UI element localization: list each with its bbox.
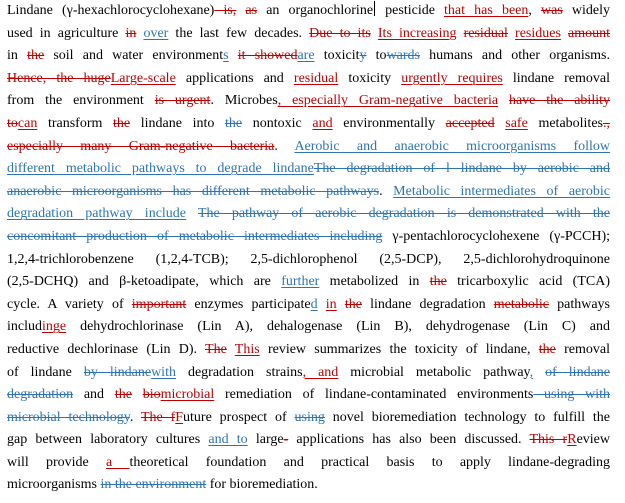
document-body[interactable] xyxy=(7,0,610,497)
plain-text xyxy=(318,297,326,312)
deleted-text: the xyxy=(113,115,131,131)
text-line xyxy=(7,294,610,317)
inserted-text: This xyxy=(234,341,260,357)
plain-text: soil and water environment xyxy=(44,48,224,64)
deleted-text: The pathway of aerobic degradation is demonstrated with the xyxy=(197,206,611,222)
plain-text: to xyxy=(366,48,387,64)
plain-text: removal xyxy=(555,341,610,357)
plain-text: applications has also been discussed. xyxy=(288,432,530,448)
inserted-text: residual xyxy=(293,70,339,86)
plain-text: will provide xyxy=(7,454,106,470)
inserted-text: Its increasing xyxy=(377,25,457,41)
deleted-text: important xyxy=(131,296,187,312)
deleted-text: in the environment xyxy=(100,477,207,493)
text-line xyxy=(7,203,610,226)
deleted-text: was xyxy=(541,3,563,18)
inserted-text: Aerobic and anaerobic microorganisms follow xyxy=(294,138,611,154)
inserted-text: and to xyxy=(208,432,248,448)
deleted-text: degradation xyxy=(7,387,74,403)
plain-text: nontoxic xyxy=(242,115,313,131)
deleted-text: The xyxy=(205,341,227,357)
deleted-text: the xyxy=(538,341,556,357)
deleted-text: to xyxy=(7,115,18,131)
inserted-text: can xyxy=(17,115,38,131)
text-line xyxy=(7,271,610,294)
inserted-text: are xyxy=(297,48,315,64)
deleted-text: using with xyxy=(533,387,611,403)
plain-text: lindane into xyxy=(130,115,226,131)
plain-text: humans and other organisms. xyxy=(420,48,610,64)
plain-text xyxy=(508,26,515,41)
plain-text: . Microbes xyxy=(210,93,278,109)
text-line xyxy=(7,407,610,430)
deleted-text: accepted xyxy=(445,115,495,131)
inserted-text: d xyxy=(310,296,318,312)
plain-text: eview xyxy=(576,432,610,448)
deleted-text: the xyxy=(27,48,45,64)
plain-text: tricarboxylic acid (TCA) xyxy=(446,274,611,290)
text-line xyxy=(7,113,610,136)
text-line xyxy=(7,339,610,362)
inserted-text: , and xyxy=(302,364,339,380)
deleted-text: The degradation of l lindane by aerobic and xyxy=(313,161,611,177)
deleted-text: metabolic xyxy=(493,296,549,312)
inserted-text: Metabolic intermediates of aerobic xyxy=(393,183,611,199)
inserted-text: and xyxy=(312,115,333,131)
inserted-text: different metabolic pathways to degrade lindane xyxy=(7,161,314,177)
plain-text: lindane removal xyxy=(502,70,611,86)
plain-text xyxy=(227,342,235,357)
deleted-text: of lindane xyxy=(545,364,611,380)
plain-text: , xyxy=(528,3,541,18)
plain-text: (2,5-DCHQ) and β-ketoadipate, which are xyxy=(7,274,282,290)
plain-text: transform xyxy=(37,115,114,131)
plain-text: lindane degradation xyxy=(361,296,494,312)
deleted-text: it showed xyxy=(237,48,298,64)
inserted-text: Large-scale xyxy=(110,70,176,86)
plain-text: in xyxy=(7,48,28,64)
plain-text: toxicity xyxy=(338,70,402,86)
plain-text: dehydrochlorinase (Lin A), dehalogenase (Lin B), dehydrogenase (Lin C) and xyxy=(66,319,610,335)
plain-text: . xyxy=(129,409,141,425)
text-cursor xyxy=(374,1,375,16)
text-line xyxy=(7,474,610,497)
plain-text xyxy=(186,206,198,221)
deleted-text: is urgent xyxy=(154,93,211,109)
deleted-text: concomitant production of metabolic intermediates including xyxy=(7,228,383,244)
text-line xyxy=(7,384,610,407)
inserted-text: s xyxy=(223,48,229,64)
plain-text xyxy=(457,26,464,41)
plain-text: widely xyxy=(562,3,611,18)
plain-text: theoretical foundation and practical basis to apply lindane-degrading xyxy=(129,454,611,470)
plain-text: cycle. A variety of xyxy=(7,296,132,312)
plain-text: pesticide xyxy=(376,3,445,18)
inserted-text: R xyxy=(567,432,577,448)
text-line xyxy=(7,136,610,159)
plain-text xyxy=(229,48,238,63)
text-line xyxy=(7,158,610,181)
deleted-text: by lindane xyxy=(83,364,152,380)
text-line xyxy=(7,249,610,272)
plain-text: remediation of lindane-contaminated environments xyxy=(214,387,534,403)
plain-text xyxy=(495,116,506,131)
deleted-text: residual xyxy=(463,25,508,41)
plain-text: gap between laboratory cultures xyxy=(7,432,209,448)
text-line xyxy=(7,181,610,204)
text-line xyxy=(7,68,610,91)
deleted-text: wards xyxy=(386,48,420,64)
inserted-text: over xyxy=(143,25,169,41)
deleted-text: Hence, the huge xyxy=(7,70,111,86)
plain-text: microorganisms xyxy=(7,477,101,493)
text-line xyxy=(7,0,610,23)
plain-text: of lindane xyxy=(7,364,84,380)
text-line xyxy=(7,226,610,249)
plain-text xyxy=(337,297,345,312)
deleted-text: the xyxy=(344,296,362,312)
deleted-text: using xyxy=(294,409,325,425)
deleted-text: y xyxy=(359,48,367,64)
plain-text: 1,2,4-trichlorobenzene (1,2,4-TCB); 2,5-dichlorophenol (2,5-DCP), 2,5-dichlorohydroquinone xyxy=(7,251,610,267)
deleted-text: is, xyxy=(214,3,237,18)
plain-text: pathways xyxy=(548,296,611,312)
deleted-text: This r xyxy=(529,432,568,448)
inserted-text: F xyxy=(175,409,184,425)
text-line xyxy=(7,429,610,452)
deleted-text: in xyxy=(125,25,137,41)
inserted-text: in xyxy=(325,296,337,312)
plain-text: novel bioremediation technology to fulfill the xyxy=(324,409,611,425)
inserted-text: residues xyxy=(515,25,561,41)
text-line xyxy=(7,90,610,113)
deleted-text: amount xyxy=(568,25,611,41)
inserted-text: with xyxy=(151,364,176,380)
deleted-text: ., xyxy=(602,115,610,131)
plain-text: γ-pentachlorocyclohexene (γ-PCCH); xyxy=(382,228,610,244)
deleted-text: the xyxy=(429,274,447,290)
plain-text: toxicit xyxy=(314,48,360,64)
plain-text: . xyxy=(274,138,295,154)
plain-text xyxy=(371,26,378,41)
plain-text: microbial metabolic pathway xyxy=(338,364,530,380)
deleted-text: the xyxy=(114,387,132,403)
text-line xyxy=(7,23,610,46)
text-line xyxy=(7,362,610,385)
deleted-text: the xyxy=(225,115,243,131)
plain-text: for bioremediation. xyxy=(206,477,318,493)
plain-text: environmentally xyxy=(332,115,446,131)
plain-text: Lindane (γ-hexachlorocyclohexane) xyxy=(7,3,215,18)
deleted-text: as xyxy=(245,3,258,18)
deleted-text: have the ability xyxy=(508,93,610,109)
inserted-text: urgently requires xyxy=(401,70,503,86)
plain-text xyxy=(498,93,509,108)
deleted-text: bio xyxy=(142,387,161,403)
plain-text xyxy=(132,387,143,402)
text-line xyxy=(7,452,610,475)
deleted-text: especially many Gram-negative bacteria xyxy=(7,138,275,154)
plain-text: large xyxy=(247,432,284,448)
plain-text: includ xyxy=(7,319,42,335)
inserted-text: that has been xyxy=(444,3,529,18)
plain-text: used in agriculture xyxy=(7,25,126,41)
inserted-text: microbial xyxy=(160,387,215,403)
plain-text xyxy=(533,365,545,380)
deleted-text: The f xyxy=(140,409,176,425)
text-line xyxy=(7,316,610,339)
plain-text: reductive dechlorinase (Lin D). xyxy=(7,341,206,357)
inserted-text: , xyxy=(529,364,534,380)
plain-text: metabolized in xyxy=(319,274,430,290)
plain-text: metabolites xyxy=(527,115,603,131)
deleted-text: microbial technology xyxy=(7,409,130,425)
inserted-text: inge xyxy=(42,319,67,335)
plain-text: degradation strains xyxy=(175,364,303,380)
inserted-text: , especially Gram-negative bacteria xyxy=(277,93,499,109)
deleted-text: Due to its xyxy=(309,25,371,41)
plain-text: review summarizes the toxicity of lindane, xyxy=(259,341,539,357)
text-line xyxy=(7,45,610,68)
plain-text: and xyxy=(73,387,115,403)
plain-text: an organochlorine xyxy=(257,3,374,18)
plain-text: enzymes participate xyxy=(186,296,311,312)
plain-text: applications and xyxy=(175,70,294,86)
plain-text xyxy=(561,26,568,41)
deleted-text: - xyxy=(283,432,289,448)
plain-text: . xyxy=(379,183,394,199)
inserted-text: safe xyxy=(505,115,528,131)
plain-text: uture prospect of xyxy=(183,409,295,425)
inserted-text: a xyxy=(106,454,130,470)
plain-text: from the environment xyxy=(7,93,155,109)
inserted-text: degradation pathway include xyxy=(7,206,187,222)
deleted-text: anaerobic microorganisms has different metabolic pathways xyxy=(7,183,380,199)
inserted-text: further xyxy=(281,274,320,290)
plain-text: the last few decades. xyxy=(168,25,310,41)
